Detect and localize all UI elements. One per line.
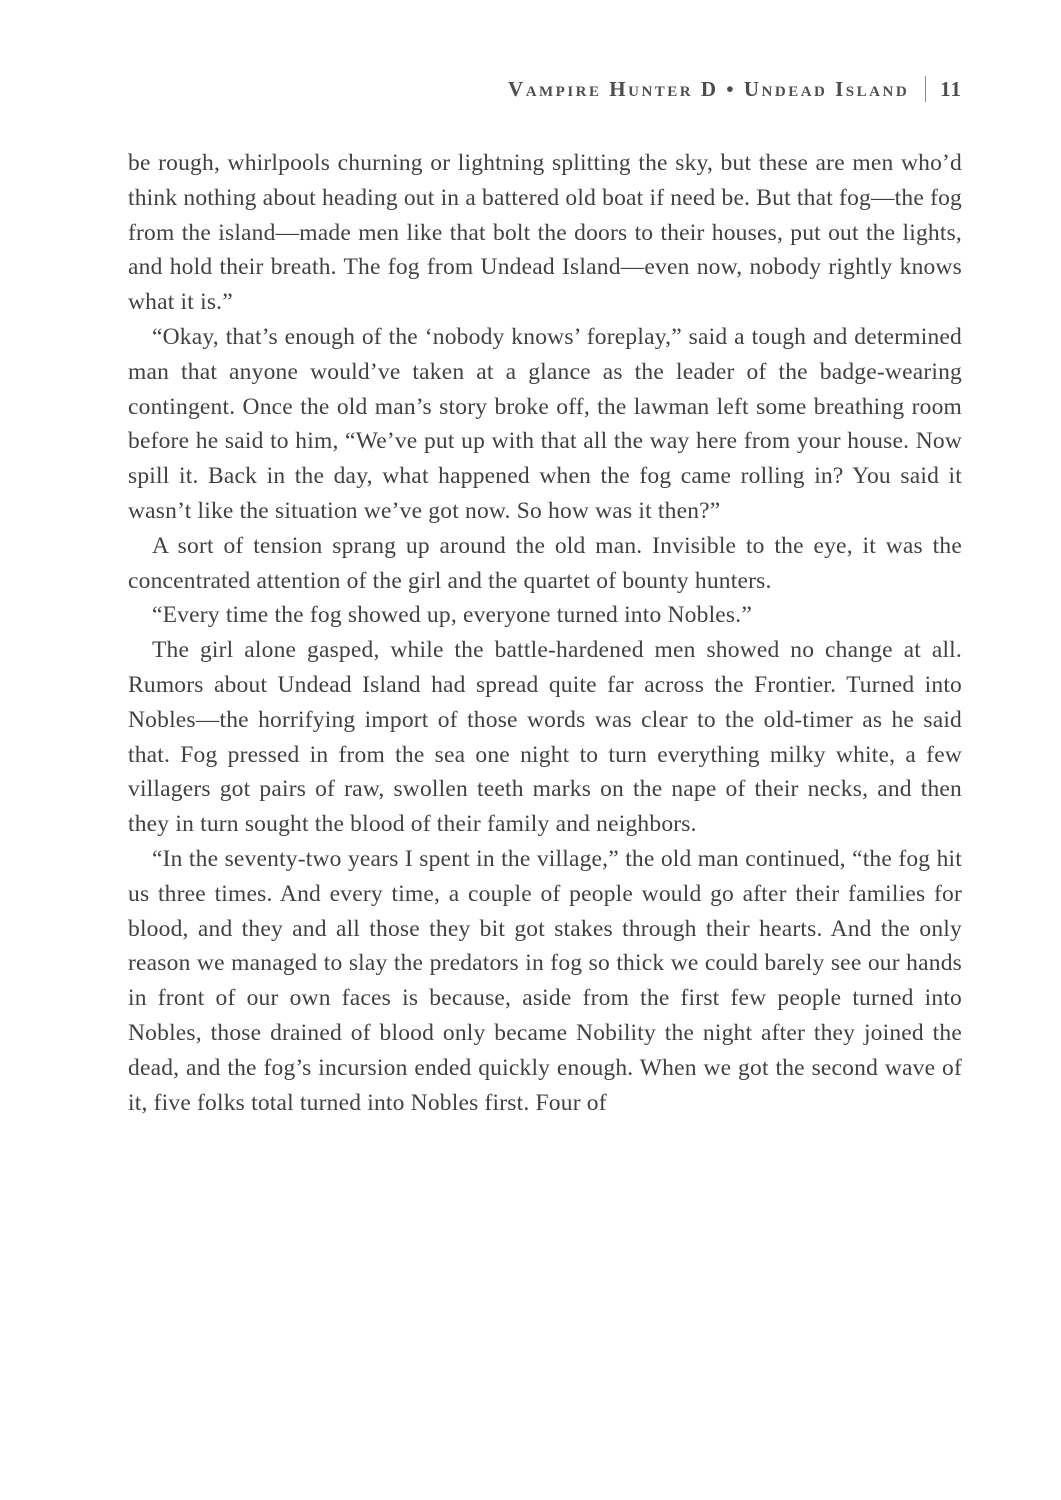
paragraph-4: “Every time the fog showed up, everyone turned into Nobles.” (152, 602, 752, 629)
paragraph-1: be rough, whirlpools churning or lightning splitting the sky, but these are men who’d think nothing about heading out in a battered old boat if need be. But that fog—the fog from the island—made men like that bolt the doors to their houses, put out the lights, and hold their breath. The fog from Undead Island—even now, nobody rightly knows what it is.” (128, 150, 962, 316)
paragraph-3: A sort of tension sprang up around the old man. Invisible to the eye, it was the concentrated attention of the girl and the quartet of bounty hunters. (128, 532, 962, 594)
paragraph-6: “In the seventy-two years I spent in the village,” the old man continued, “the fog hit us three times. And every time, a couple of people would go after their families for blood, and they and all those they bit got stakes through their hearts. And the only reason we managed to slay the predators in fog so thick we could barely see our hands in front of our own faces is because, aside from the first few people turned into Nobles, those drained of blood only became Nobility the night after they joined the dead, and the fog’s incursion ended quickly enough. When we got the second wave of it, five folks total turned into Nobles first. Four of (128, 845, 962, 1116)
page-number: 11 (940, 76, 962, 101)
header-divider (925, 76, 926, 102)
paragraph-2: “Okay, that’s enough of the ‘nobody knows’ foreplay,” said a tough and determined man that anyone would’ve taken at a glance as the leader of the badge-wearing contingent. Once the old man’s story broke off, the lawman left some breathing room before he said to him, “We’ve put up with that all the way here from your house. Now spill it. Back in the day, what happened when the fog came rolling in? You said it wasn’t like the situation we’ve got now. So how was it then?” (128, 323, 962, 524)
running-head (128, 76, 962, 102)
paragraph-5: The girl alone gasped, while the battle-hardened men showed no change at all. Rumors about Undead Island had spread quite far across the Frontier. Turned into Nobles—the horrifying import of those words was clear to the old-timer as he said that. Fog pressed in from the sea one night to turn everything milky white, a few villagers got pairs of raw, swollen teeth marks on the nape of their necks, and then they in turn sought the blood of their family and neighbors. (128, 637, 962, 838)
body-text (128, 146, 962, 1120)
running-title: Vampire Hunter D • Undead Island (508, 76, 910, 101)
